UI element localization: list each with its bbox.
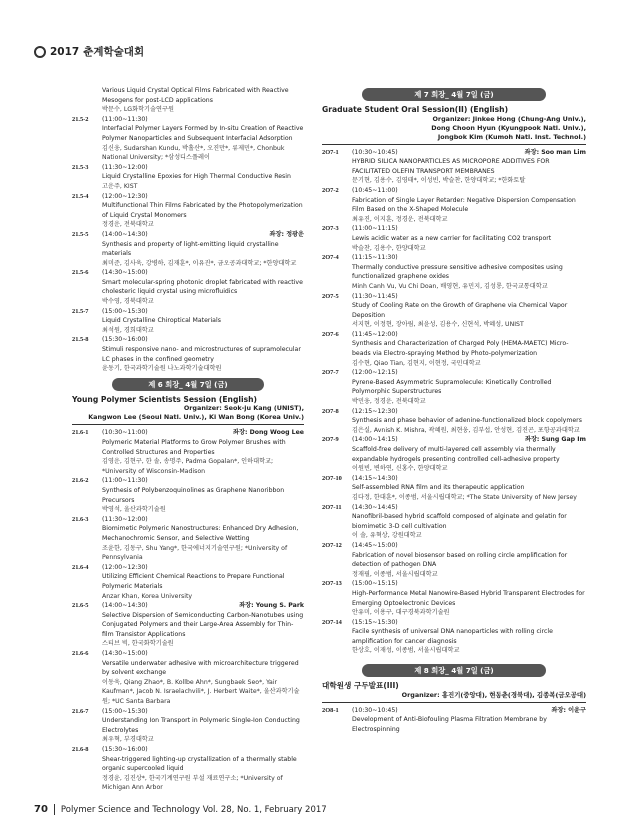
entry-time: (14:45~15:00): [352, 541, 398, 549]
entry-title: Synthesis of Polybenzoquinolines as Graphene Nanoribbon Precursors: [102, 486, 285, 504]
program-entry: [72, 601, 304, 649]
entry-title: Liquid Crystalline Chiroptical Materials: [102, 317, 221, 325]
entry-authors: 김수현, Qiao Tian, 김현지, 이현정, 국민대학교: [352, 359, 481, 367]
entry-time: (10:45~11:00): [352, 186, 398, 194]
entry-time: (15:00~15:30): [102, 707, 148, 715]
entry-time: (11:00~11:30): [102, 115, 148, 123]
entry-body: [102, 192, 304, 230]
program-entry: [322, 148, 586, 186]
entry-title: Multifunctional Thin Films Fabricated by the Photopolymerization of Liquid Crystal Monomers: [102, 202, 303, 219]
entry-title: Understanding Ion Transport in Polymeric Single-Ion Conducting Electrolytes: [102, 717, 300, 734]
entry-authors: 이원빈, 변하연, 신홍수, 한양대학교: [352, 465, 448, 473]
entry-code: 21.6-2: [72, 477, 89, 485]
entry-header-row: [352, 503, 586, 513]
entry-time: (12:15~12:30): [352, 407, 398, 415]
entry-time: (11:30~12:00): [102, 163, 148, 171]
entry-authors: 박문수, LG화학기술연구원: [102, 106, 174, 114]
entry-title: Fabrication of novel biosensor based on rolling circle amplification for detection of pathogen DNA: [352, 551, 568, 569]
program-entry: [72, 515, 304, 563]
entry-body: [102, 230, 304, 268]
entry-time: (14:00~14:30): [102, 602, 148, 610]
left-bottom-entries: [72, 428, 304, 793]
entry-authors: 정재필, 이종범, 서울시립대학교: [352, 570, 438, 578]
entry-header-row: [352, 368, 586, 378]
entry-authors: 조윤한, 김동구, Shu Yang*, 한국에너지기술연구원; *University of Pennsylvania: [102, 544, 288, 562]
program-entry: [72, 335, 304, 373]
entry-code: 2O7-10: [322, 474, 342, 482]
entry-body: [352, 368, 586, 406]
entry-code: 2O7-5: [322, 292, 339, 300]
entry-code: 21.6-6: [72, 650, 89, 658]
entry-body: [352, 292, 586, 330]
session-title: 대학원생 구두발표(III): [322, 681, 399, 691]
entry-code: 2O8-1: [322, 706, 339, 714]
divider: [72, 424, 304, 425]
entry-code: 2O7-14: [322, 618, 342, 626]
entry-title: Smart molecular-spring photonic droplet fabricated with reactive cholesteric liquid crystal using microfluidics: [102, 278, 303, 296]
entry-code: 2O7-2: [322, 186, 339, 194]
program-entry: [322, 292, 586, 330]
entry-title: Lewis acidic water as a new carrier for facilitating CO2 transport: [352, 234, 552, 242]
entry-header-row: [102, 745, 304, 755]
entry-header-row: [352, 224, 586, 234]
entry-authors: 정경윤, 김진상*, 한국기계연구원 부설 재료연구소; *University of Michigan Ann Arbor: [102, 774, 283, 792]
entry-authors: 최미준, 김사욱, 강병하, 김재훈*, 이유진*, 금오공과대학교; *한양대학교: [102, 259, 297, 267]
entry-time: (12:00~12:30): [102, 563, 148, 571]
page-number: 70: [34, 804, 48, 815]
entry-authors: 고운주, KIST: [102, 182, 138, 190]
entry-authors: 박슬찬, 김용수, 한양대학교: [352, 244, 426, 252]
page-header: [34, 44, 144, 59]
entry-title: Synthesis and property of light-emitting liquid crystalline materials: [102, 240, 279, 258]
divider: [322, 144, 586, 145]
entry-code: 21.5-3: [72, 163, 89, 171]
entry-title: Interfacial Polymer Layers Formed by In-situ Creation of Reactive Polymer Nanoparticles and Subsequent Interfacial Adsorption: [102, 125, 304, 142]
entry-header-row: [352, 474, 586, 484]
session-title: Graduate Student Oral Session(II) (English): [322, 105, 509, 114]
program-entry: [322, 503, 586, 541]
session-organizer: Organizer: 홍진기(중앙대), 현동춘(경북대), 김종복(금오공대): [401, 690, 586, 699]
entry-header-row: [102, 307, 304, 317]
entry-body: [352, 474, 586, 503]
entry-code: 2O7-12: [322, 541, 342, 549]
entry-code: 2O7-4: [322, 254, 339, 262]
entry-body: [102, 601, 304, 649]
entry-time: (14:30~14:45): [352, 503, 398, 511]
entry-header-row: [102, 563, 304, 573]
entry-body: [102, 163, 304, 192]
entry-time: (14:00~14:30): [102, 230, 148, 238]
entry-time: (15:30~16:00): [102, 746, 148, 753]
entry-code: 21.6-7: [72, 707, 89, 715]
program-entry: [322, 435, 586, 473]
program-entry: [322, 186, 586, 224]
program-entry: [322, 407, 586, 436]
program-entry: [322, 253, 586, 291]
entry-code: 2O7-7: [322, 369, 339, 377]
entry-body: [102, 86, 304, 115]
entry-title: Selective Dispersion of Semiconducting Carbon-Nanotubes using Conjugated Polymers and their Large-Area Assembly for Thin-film Transistor Applications: [102, 611, 304, 638]
entry-chair: 좌장: Dong Woog Lee: [233, 429, 304, 437]
program-entry: [322, 618, 586, 656]
entry-chair: 좌장: Soo man Lim: [524, 148, 586, 156]
entry-body: [102, 115, 304, 163]
session-bar: 제 6 회장_ 4월 7일 (금): [112, 378, 264, 391]
right-entries: [322, 148, 586, 656]
entry-authors: 이 솔, 유혁상, 강원대학교: [352, 532, 422, 540]
entry-time: (11:30~11:45): [352, 292, 398, 300]
program-entry: [72, 115, 304, 163]
entry-title: Utilizing Efficient Chemical Reactions to Prepare Functional Polymeric Materials: [102, 573, 285, 590]
entry-chair: 좌장: 이윤구: [551, 706, 586, 714]
entry-time: (15:30~16:00): [102, 336, 148, 344]
entry-body: [102, 476, 304, 514]
entry-chair: 좌장: Sung Gap Im: [524, 436, 586, 444]
program-entry: [72, 745, 304, 793]
entry-authors: 김신웅, Sudarshan Kundu, 박홀산*, 오진만*, 류제민*, Chonbuk National University; *삼성디스플레이: [102, 144, 285, 162]
session-organizer: Kangwon Lee (Seoul Natl. Univ.), Ki Wan Bong (Korea Univ.): [88, 413, 304, 422]
entry-title: Stimuli responsive nano- and microstructures of supramolecular LC phases in the confined geometry: [102, 346, 301, 363]
entry-body: [352, 330, 586, 368]
entry-body: [102, 515, 304, 563]
entry-body: [352, 148, 586, 186]
entry-time: (11:45~12:00): [352, 330, 398, 338]
entry-time: (15:00~15:15): [352, 580, 398, 588]
entry-code: 2O7-11: [322, 503, 342, 511]
entry-body: [352, 618, 586, 656]
entry-title: High-Performance Metal Nanowire-Based Hybrid Transparent Electrodes for Emerging Optoelectronic Devices: [352, 589, 585, 607]
entry-code: 21.6-8: [72, 746, 89, 753]
entry-header-row: [352, 618, 586, 628]
entry-authors: 스티브 빅, 한국화학기술원: [102, 640, 174, 648]
entry-authors: 최유진, 이지훈, 정경운, 전북대학교: [352, 215, 448, 223]
session-organizer: Jongbok Kim (Kumoh Natl. Inst. Technol.): [437, 132, 586, 141]
entry-chair: 좌장: Young S. Park: [239, 602, 304, 610]
entry-title: Liquid Crystalline Epoxies for High Thermal Conductive Resin: [102, 173, 291, 181]
session-organizer: Dong Choon Hyun (Kyungpook Natl. Univ.),: [431, 123, 586, 132]
entry-header-row: [352, 186, 586, 196]
entry-authors: 윤동기, 한국과학기술원 나노과학기술대학원: [102, 365, 222, 373]
entry-code: 21.6-3: [72, 515, 89, 523]
entry-header-row: [102, 601, 304, 611]
entry-title: HYBRID SILICA NANOPARTICLES AS MICROPORE ADDITIVES FOR FACILITATED OLEFIN TRANSPORT MEMBRANES: [352, 158, 550, 175]
entry-authors: 최우혁, 부경대학교: [102, 736, 154, 744]
entry-title: Study of Cooling Rate on the Growth of Graphene via Chemical Vapor Deposition: [352, 302, 568, 319]
entry-header-row: [352, 435, 586, 445]
entry-code: 21.5-6: [72, 269, 89, 277]
program-entry: [322, 224, 586, 253]
entry-title: Biomimetic Polymeric Nanostructures: Enhanced Dry Adhesion, Mechanochromic Sensor, and Selective Wetting: [102, 525, 299, 542]
entry-header-row: [102, 230, 304, 240]
entry-time: (11:00~11:30): [102, 477, 148, 485]
entry-header-row: [102, 163, 304, 173]
entry-title: Synthesis and phase behavior of adenine-functionalized block copolymers: [352, 417, 582, 425]
program-entry: [322, 706, 586, 735]
entry-header-row: [102, 335, 304, 345]
entry-body: [102, 707, 304, 745]
entry-authors: 서지현, 이정현, 장아림, 최윤성, 김용수, 신현석, 박혜성, UNIST: [352, 321, 524, 329]
entry-code: 21.5-7: [72, 307, 89, 315]
entry-authors: Minh Canh Vu, Vu Chi Doan, 배영현, 유민지, 김성룡, 한국교통대학교: [352, 282, 548, 290]
entry-body: [102, 563, 304, 601]
entry-code: 21.5-2: [72, 115, 89, 123]
program-entry: [72, 230, 304, 268]
program-entry: [322, 541, 586, 579]
entry-title: Nanofibril-based hybrid scaffold composed of alginate and gelatin for biomimetic 3-D cell cultivation: [352, 513, 567, 530]
entry-time: (10:30~10:45): [352, 706, 398, 714]
entry-code: [72, 86, 102, 115]
entry-code: 2O7-3: [322, 225, 339, 233]
entry-title: Development of Anti-Biofouling Plasma Filtration Membrane by Electrospinning: [352, 716, 547, 733]
program-entry: [322, 330, 586, 368]
entry-header-row: [102, 428, 304, 438]
entry-title: Shear-triggered lighting-up crystallization of a thermally stable organic supercooled liquid: [102, 755, 297, 773]
entry-header-row: [352, 407, 586, 417]
entry-header-row: [352, 148, 586, 158]
program-entry: [322, 474, 586, 503]
program-entry: [322, 579, 586, 617]
program-entry: [72, 192, 304, 230]
entry-authors: 한상호, 이재성, 이종범, 서울시립대학교: [352, 647, 460, 655]
entry-body: [102, 649, 304, 707]
entry-code: 21.6-5: [72, 602, 89, 610]
entry-authors: 김다정, 한대훈*, 이종범, 서울시립대학교; *The State University of New Jersey: [352, 493, 577, 501]
entry-code: 21.6-4: [72, 563, 89, 571]
entry-time: (10:30~10:45): [352, 148, 398, 156]
entry-body: [102, 307, 304, 336]
entry-authors: 정경운, 전북대학교: [102, 221, 154, 229]
entry-authors: 박민웅, 정경운, 전북대학교: [352, 398, 426, 406]
entry-time: (14:30~15:00): [102, 650, 148, 658]
entry-header-row: [102, 192, 304, 202]
entry-code: 21.5-4: [72, 192, 89, 200]
program-entry: [72, 649, 304, 707]
entry-body: [102, 335, 304, 373]
entry-time: (10:30~11:00): [102, 429, 148, 437]
entry-title: Self-assembled RNA film and its therapeutic application: [352, 484, 525, 492]
entry-chair: 좌장: 정광운: [269, 230, 304, 238]
entry-time: (14:00~14:15): [352, 436, 398, 444]
entry-header-row: [102, 115, 304, 125]
entry-title: Pyrene-Based Asymmetric Supramolecule: Kinetically Controlled Polymorphic Superstructures: [352, 378, 552, 396]
entry-title: Various Liquid Crystal Optical Films Fabricated with Reactive Mesogens for post-LCD applications: [102, 87, 289, 104]
program-entry: [72, 707, 304, 745]
session-organizer: Organizer: Seok-ju Kang (UNIST),: [183, 404, 304, 413]
bullet-circle-icon: [34, 46, 46, 58]
header-year: 2017: [50, 45, 80, 58]
journal-info: Polymer Science and Technology Vol. 28, No. 1, February 2017: [60, 804, 327, 815]
entry-header-row: [352, 330, 586, 340]
program-entry: [72, 163, 304, 192]
entry-header-row: [102, 707, 304, 717]
entry-authors: 안유미, 이용구, 대구경북과학기술원: [352, 609, 450, 617]
program-entry: [72, 563, 304, 601]
entry-time: (11:30~12:00): [102, 515, 148, 523]
session-bar: 제 8 회장_ 4월 7일 (금): [362, 664, 546, 677]
entry-body: [352, 186, 586, 224]
entry-code: 21.6-1: [72, 429, 89, 437]
entry-title: Polymeric Material Platforms to Grow Polymer Brushes with Controlled Structures and Properties: [102, 439, 286, 456]
entry-time: (14:30~15:00): [102, 269, 148, 277]
entry-body: [102, 428, 304, 476]
entry-body: [352, 253, 586, 291]
session-title: Young Polymer Scientists Session (English): [72, 394, 258, 404]
entry-body: [352, 407, 586, 436]
entry-title: Scaffold-free delivery of multi-layered cell assembly via thermally expandable hydrogels presenting controlled cell-adhesive property: [352, 446, 560, 463]
entry-header-row: [352, 579, 586, 589]
entry-body: [352, 435, 586, 473]
entry-authors: 최석원, 경희대학교: [102, 326, 154, 334]
entry-body: [102, 268, 304, 306]
entry-body: [352, 541, 586, 579]
entry-time: (12:00~12:30): [102, 192, 148, 200]
left-column: [72, 86, 304, 793]
entry-header-row: [102, 649, 304, 659]
entry-header-row: [352, 292, 586, 302]
left-top-entries: [72, 86, 304, 374]
entry-authors: 김은실, Avnish K. Mishra, 곽혜원, 최현웅, 김부섭, 안성현, 김진곤, 포항공과대학교: [352, 426, 580, 434]
entry-authors: 박수영, 경북대학교: [102, 298, 154, 306]
entry-authors: 이동욱, Qiang Zhao*, B. Kollbe Ahn*, Sungbaek Seo*, Yair Kaufman*, Jacob N. Israelachvili*, J. Herbert Waite*, 울산과학기술원; *UC Santa Barbara: [102, 678, 300, 706]
entry-body: [352, 579, 586, 617]
entry-title: Fabrication of Single Layer Retarder: Negative Dispersion Compensation Film Based on the X-Shaped Molecule: [352, 196, 576, 214]
entry-time: (15:15~15:30): [352, 618, 398, 626]
entry-body: [352, 224, 586, 253]
entry-header-row: [102, 476, 304, 486]
entry-time: (14:15~14:30): [352, 474, 398, 482]
page-footer: [34, 804, 327, 815]
entry-authors: 김영운, 김현구, 한 솔, 송명주, Padma Gopalan*, 인하대학교; *University of Wisconsin-Madison: [102, 458, 274, 475]
entry-header-row: [352, 541, 586, 551]
entry-code: 2O7-1: [322, 148, 339, 156]
entry-code: 21.5-5: [72, 230, 89, 238]
entry-code: 2O7-8: [322, 407, 339, 415]
entry-time: (12:00~12:15): [352, 369, 398, 377]
entry-code: 21.5-8: [72, 336, 89, 344]
entry-title: Facile synthesis of universal DNA nanoparticles with rolling circle amplification for cancer diagnosis: [352, 628, 553, 645]
divider: [322, 702, 586, 703]
footer-separator: [54, 804, 55, 815]
entry-authors: Anzar Khan, Korea University: [102, 592, 193, 600]
entry-code: 2O7-13: [322, 580, 342, 588]
entry-title: Versatile underwater adhesive with microarchitecture triggered by solvent exchange: [102, 659, 299, 677]
entry-authors: 박영석, 울산과학기술원: [102, 506, 166, 514]
program-entry: [322, 368, 586, 406]
program-entry: [72, 476, 304, 514]
program-entry: [72, 268, 304, 306]
entry-code: 2O7-6: [322, 330, 339, 338]
program-entry: [72, 86, 304, 115]
entry-title: Thermally conductive pressure sensitive adhesive composites using functionalized graphene oxides: [352, 263, 563, 281]
entry-code: 2O7-9: [322, 436, 339, 444]
entry-body: [352, 503, 586, 541]
entry-authors: 문기현, 김용수, 김영태*, 이성빈, 박슬찬, 한양대학교; *한화토탈: [352, 177, 526, 185]
entry-time: (11:15~11:30): [352, 254, 398, 262]
entry-time: (15:00~15:30): [102, 307, 148, 315]
entry-title: Synthesis and Characterization of Charged Poly (HEMA-MAETC) Micro-beads via Electro-spraying Method by Photo-polymerization: [352, 340, 569, 358]
entry-header-row: [352, 253, 586, 263]
entry-time: (11:00~11:15): [352, 225, 398, 233]
program-entry: [72, 428, 304, 476]
entry-header-row: [102, 515, 304, 525]
program-entry: [72, 307, 304, 336]
header-title: 춘계학술대회: [83, 46, 145, 58]
entry-body: [102, 745, 304, 793]
session-bar: 제 7 회장_ 4월 7일 (금): [362, 88, 546, 101]
entry-header-row: [102, 268, 304, 278]
right-column: [322, 84, 586, 734]
session-organizer: Organizer: Jinkee Hong (Chung-Ang Univ.),: [432, 114, 586, 123]
